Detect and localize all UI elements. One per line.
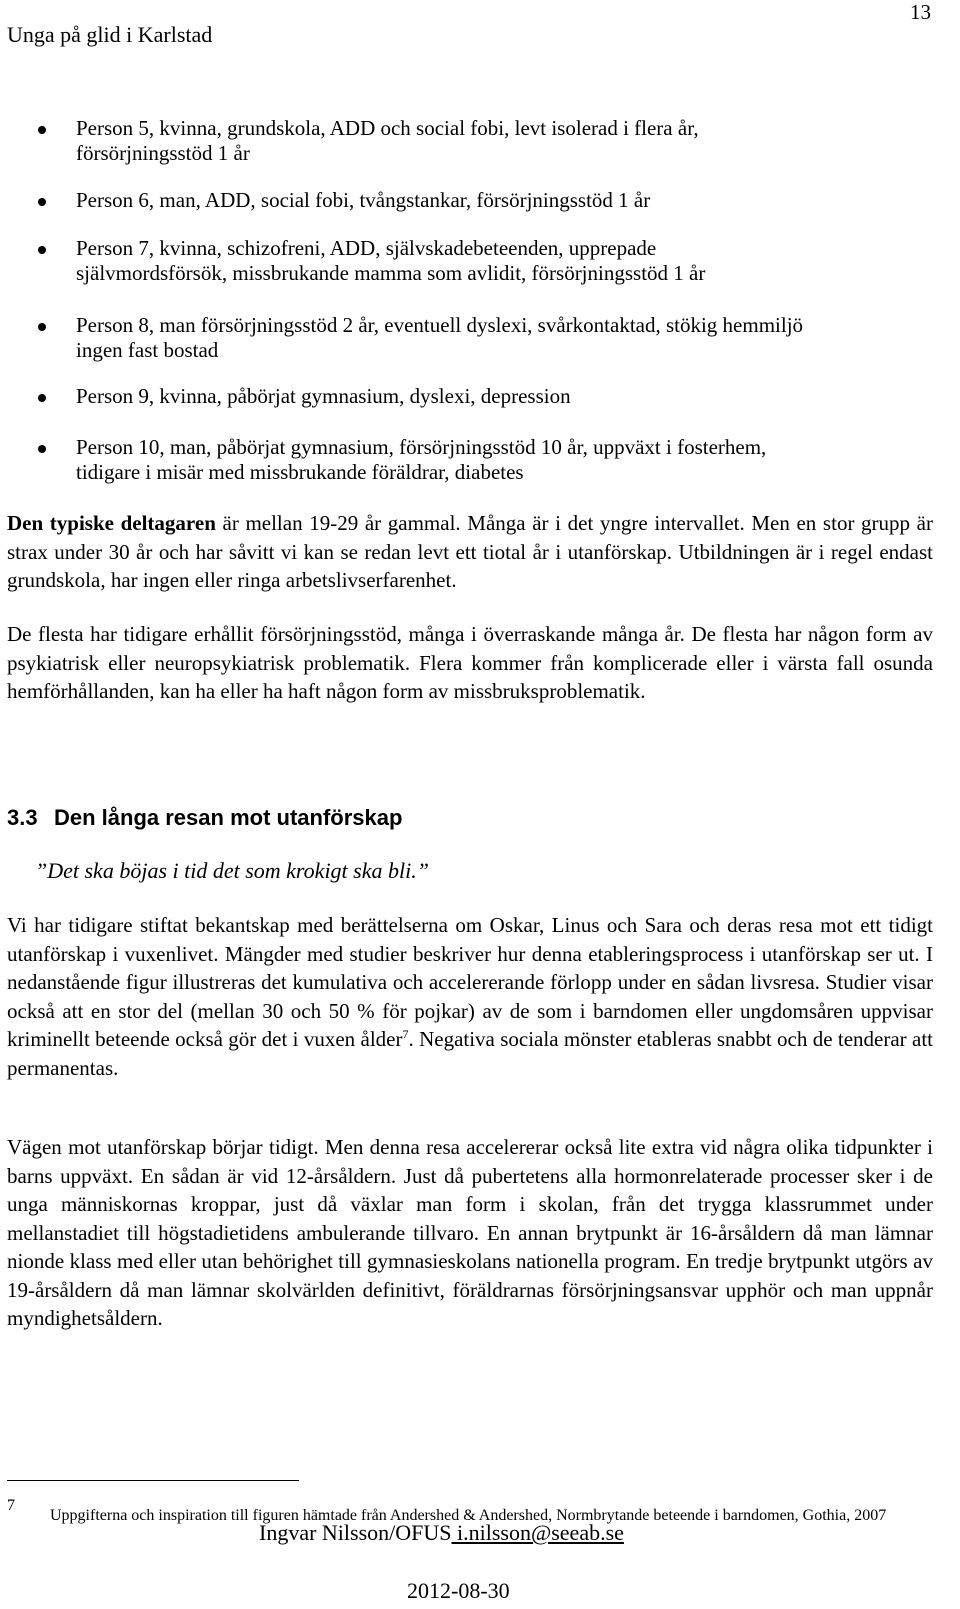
running-header: Unga på glid i Karlstad — [7, 22, 213, 47]
bullet-icon — [38, 198, 46, 206]
list-item-line: Person 10, man, påbörjat gymnasium, försörjningsstöd 10 år, uppväxt i fosterhem, — [76, 435, 767, 459]
footnote-divider — [7, 1480, 299, 1481]
footnote-text: Uppgifterna och inspiration till figuren hämtade från Andershed & Andershed, Normbrytande beteende i barndomen, Gothia, 2007 — [50, 1507, 887, 1524]
footer-date: 2012-08-30 — [407, 1578, 510, 1603]
bullet-icon — [38, 445, 46, 453]
paragraph-lead: Den typiske deltagaren — [7, 511, 216, 535]
list-item-line: Person 7, kvinna, schizofreni, ADD, självskadebeteenden, upprepade — [76, 236, 657, 260]
list-item-line: tidigare i misär med missbrukande föräldrar, diabetes — [76, 460, 524, 484]
paragraph-text: . Negativa sociala mönster etableras snabbt och de tenderar att permanentas. — [7, 1027, 933, 1080]
list-item-line: Person 6, man, ADD, social fobi, tvångstankar, försörjningsstöd 1 år — [76, 188, 651, 212]
section-heading — [7, 805, 402, 831]
list-item-line: Person 8, man försörjningsstöd 2 år, eventuell dyslexi, svårkontaktad, stökig hemmiljö — [76, 313, 804, 337]
paragraph-typical-participant — [7, 509, 933, 595]
footer-author — [259, 1520, 624, 1546]
epigraph-quote: ”Det ska böjas i tid det som krokigt ska bli.” — [35, 858, 429, 883]
bullet-icon — [38, 394, 46, 402]
list-item-line: ingen fast bostad — [76, 338, 219, 362]
paragraph-turning-points: Vägen mot utanförskap börjar tidigt. Men denna resa accelererar också lite extra vid några olika tidpunkter i barns uppväxt. En sådan är vid 12-årsåldern. Just då pubertetens alla hormonrelaterade processer sker i de unga människornas kroppar, just då växlar man form i skolan, från det trygga klassrummet under mellanstadiet till högstadietidens ambulerande tillvaro. En annan brytpunkt är 16-årsåldern då man lämnar nionde klass med eller utan behörighet till gymnasieskolans nationella program. En tredje brytpunkt utgörs av 19-årsåldern då man lämnar skolvärlden definitivt, föräldrarnas försörjningsansvar upphör och man uppnår myndighetsåldern. — [7, 1135, 933, 1330]
list-item-line: försörjningsstöd 1 år — [76, 141, 250, 165]
list-item-line: Person 9, kvinna, påbörjat gymnasium, dyslexi, depression — [76, 384, 571, 408]
email-link[interactable]: i.nilsson@seeab.se — [451, 1520, 624, 1545]
author-name: Ingvar Nilsson/OFUS — [259, 1520, 452, 1545]
paragraph-background: De flesta har tidigare erhållit försörjningsstöd, många i överraskande många år. De flesta har någon form av psykiatrisk eller neuropsykiatrisk problematik. Flera kommer från komplicerade eller i värsta fall osunda hemförhållanden, kan ha eller ha haft någon form av missbruksproblematik. — [7, 622, 933, 703]
section-title: Den långa resan mot utanförskap — [54, 805, 403, 830]
paragraph-text: Vi har tidigare stiftat bekantskap med berättelserna om Oskar, Linus och Sara och deras resa mot ett tidigt utanförskap i vuxenlivet. Mängder med studier beskriver hur denna etableringsprocess i utanförskap ser ut. I nedanstående figur illustreras det kumulativa och accelererande förlopp under en sådan livsresa. Studier visar också att en stor del (mellan 30 och 50 % för pojkar) av de som i barndomen eller ungdomsåren uppvisar kriminellt beteende också gör det i vuxen ålder — [7, 913, 933, 1051]
list-item-line: självmordsförsök, missbrukande mamma som avlidit, försörjningsstöd 1 år — [76, 261, 706, 285]
section-number: 3.3 — [7, 805, 38, 830]
footnote-number: 7 — [7, 1497, 15, 1514]
bullet-icon — [38, 126, 46, 134]
bullet-icon — [38, 323, 46, 331]
footnote-reference[interactable]: 7 — [402, 1027, 409, 1041]
bullet-icon — [38, 246, 46, 254]
paragraph-text: är mellan 19-29 år gammal. Många är i det yngre intervallet. Men en stor grupp är strax under 30 år och har såvitt vi kan se redan levt ett tiotal år i utanförskap. Utbildningen är i regel endast grundskola, har ingen eller ringa arbetslivserfarenhet. — [7, 511, 933, 592]
list-item-line: Person 5, kvinna, grundskola, ADD och social fobi, levt isolerad i flera år, — [76, 116, 699, 140]
paragraph-studies — [7, 911, 933, 1082]
page-number: 13 — [910, 0, 931, 24]
